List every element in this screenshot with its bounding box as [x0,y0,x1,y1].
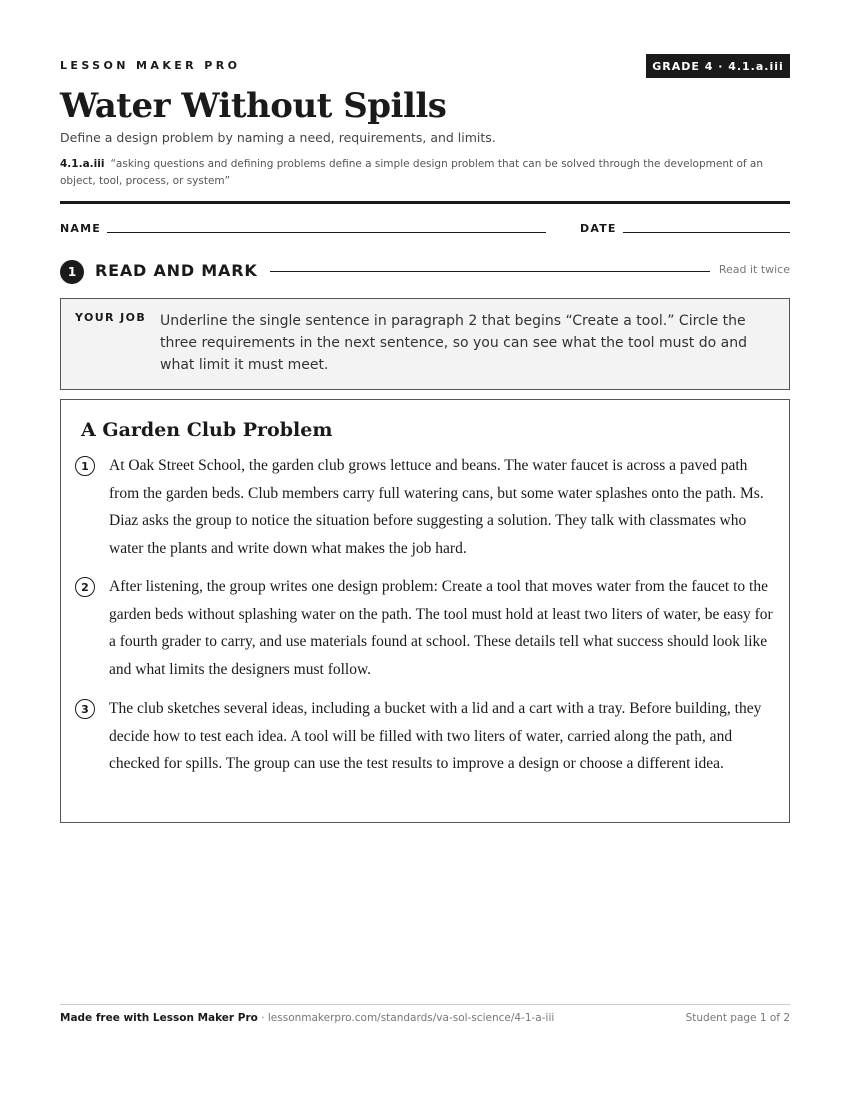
reading-passage [60,399,790,823]
grade-badge: GRADE 4 · 4.1.a.iii [646,54,790,78]
section-divider [270,271,710,272]
your-job-box [60,298,790,390]
standard-statement [60,156,790,190]
name-field[interactable] [107,232,546,233]
header-divider [60,201,790,204]
section-title: READ AND MARK [95,261,258,280]
passage-title: A Garden Club Problem [81,419,333,441]
paragraph-text[interactable]: The club sketches several ideas, including a bucket with a lid and a cart with a tray. Before building, they decide how to test each idea. A tool will be filled with two liters of water, carried along the path, and checked for spills. The group can use the test results to improve a design or choose a different idea. [109,700,762,772]
date-field[interactable] [623,232,790,233]
paragraph-number: 1 [75,456,95,476]
name-label: NAME [60,222,101,235]
your-job-label: YOUR JOB [75,311,147,324]
footer-separator: · [257,1012,268,1024]
page-subtitle: Define a design problem by naming a need, requirements, and limits. [60,130,496,145]
footer-url[interactable]: lessonmakerpro.com/standards/va-sol-science/4-1-a-iii [267,1012,555,1024]
date-label: DATE [580,222,617,235]
section-note: Read it twice [718,263,790,276]
footer-page-number: Student page 1 of 2 [685,1012,790,1024]
paragraph-text[interactable]: At Oak Street School, the garden club grows lettuce and beans. The water faucet is across a paved path from the garden beds. Club members carry full watering cans, but some water splashes onto the path. Ms. Diaz asks the group to notice the situation before suggesting a solution. They talk with classmates who water the plants and write down what makes the job hard. [109,457,764,557]
brand-name: LESSON MAKER PRO [60,59,241,72]
footer-divider [60,1004,790,1005]
footer-made-with: Made free with Lesson Maker Pro [60,1012,258,1024]
standard-code: 4.1.a.iii [60,158,105,170]
your-job-instructions: Underline the single sentence in paragraph 2 that begins “Create a tool.” Circle the three requirements in the next sentence, so you can see what the tool must do and what limit it must meet. [160,313,747,373]
paragraph-number: 3 [75,699,95,719]
page-title: Water Without Spills [60,86,447,126]
section-number-badge: 1 [60,260,84,284]
paragraph-number: 2 [75,577,95,597]
standard-text: “asking questions and defining problems define a simple design problem that can be solved through the development of an object, tool, process, or system” [60,158,763,187]
footer-credit [60,1012,554,1024]
paragraph-text[interactable]: After listening, the group writes one design problem: Create a tool that moves water from the faucet to the garden beds without splashing water on the path. The tool must hold at least two liters of water, be easy for a fourth grader to carry, and use materials found at school. These details tell what success should look like and what limits the designers must follow. [109,578,773,678]
